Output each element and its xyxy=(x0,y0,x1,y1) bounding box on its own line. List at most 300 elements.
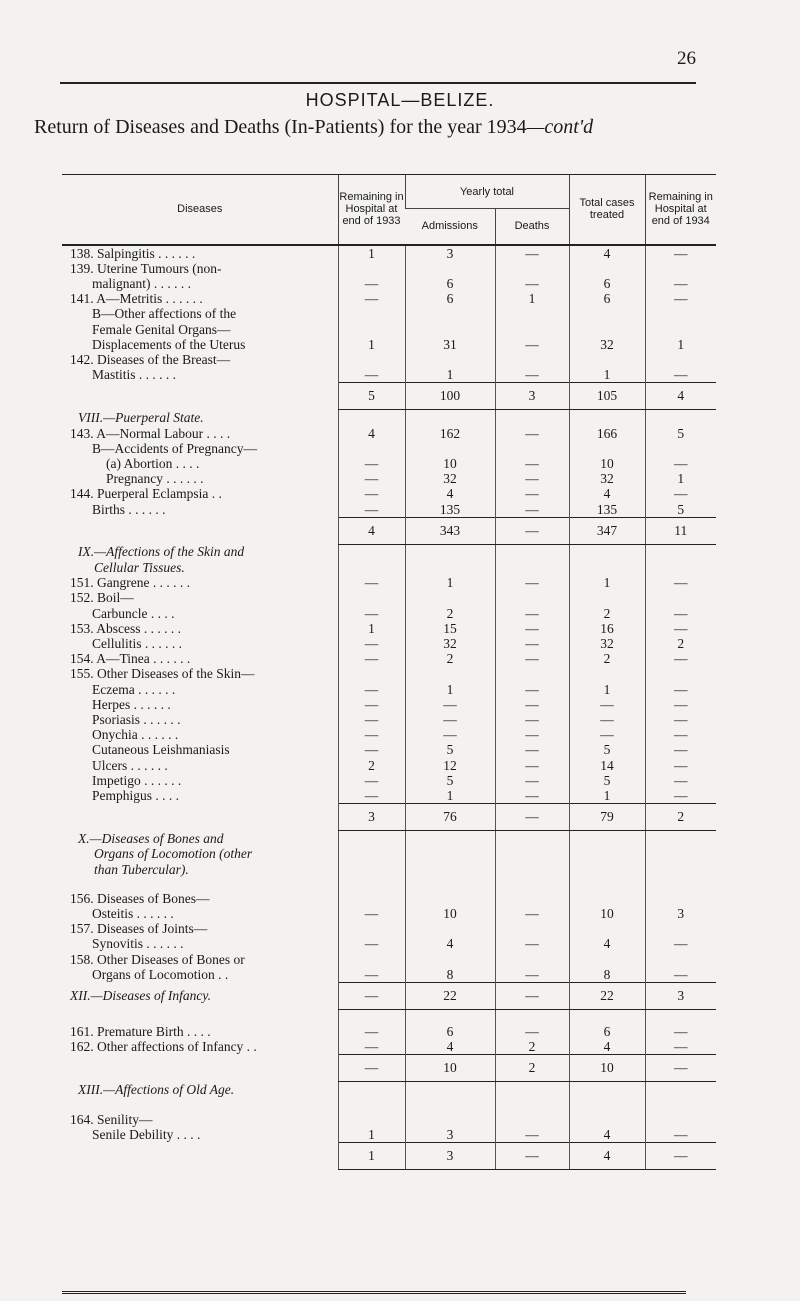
remaining-1933-cell: — xyxy=(338,1039,405,1055)
disease-label xyxy=(62,1055,338,1082)
admissions-cell xyxy=(405,666,495,681)
remaining-1934-cell xyxy=(645,1082,716,1098)
table-row xyxy=(62,502,716,518)
disease-label xyxy=(62,560,338,575)
remaining-1933-cell: — xyxy=(338,291,405,306)
disease-label: Onychia . . . . . . xyxy=(92,727,179,743)
spacer-cell xyxy=(405,877,495,891)
admissions-cell: 2 xyxy=(405,606,495,621)
remaining-1934-cell: 4 xyxy=(645,383,716,410)
table-row xyxy=(62,276,716,291)
remaining-1934-cell: 1 xyxy=(645,337,716,352)
col-deaths: Deaths xyxy=(495,209,569,245)
total-treated-cell xyxy=(569,560,645,575)
remaining-1933-cell: — xyxy=(338,697,405,712)
spacer-cell xyxy=(495,1009,569,1024)
admissions-cell: 4 xyxy=(405,486,495,501)
deaths-cell: — xyxy=(495,758,569,773)
remaining-1934-cell: 3 xyxy=(645,906,716,921)
table-row xyxy=(62,322,716,337)
remaining-1934-cell: 2 xyxy=(645,636,716,651)
disease-label: malignant) . . . . . . xyxy=(92,275,191,291)
admissions-cell: 100 xyxy=(405,383,495,410)
spacer-row xyxy=(62,1009,716,1024)
table-row xyxy=(62,441,716,456)
total-treated-cell: 4 xyxy=(569,936,645,951)
admissions-cell: 5 xyxy=(405,742,495,757)
deaths-cell xyxy=(495,1112,569,1127)
deaths-cell: — xyxy=(495,606,569,621)
remaining-1934-cell: 5 xyxy=(645,502,716,518)
remaining-1933-cell: — xyxy=(338,575,405,590)
spacer-cell xyxy=(62,1009,338,1024)
remaining-1934-cell xyxy=(645,891,716,906)
section-heading: XIII.—Affections of Old Age. xyxy=(78,1081,235,1097)
table-row xyxy=(62,921,716,936)
total-treated-cell xyxy=(569,544,645,560)
remaining-1934-cell: — xyxy=(645,967,716,983)
deaths-cell xyxy=(495,891,569,906)
bottom-rule xyxy=(62,1291,686,1298)
remaining-1933-cell: — xyxy=(338,788,405,804)
disease-label: B—Other affections of the xyxy=(92,306,237,322)
remaining-1934-cell: — xyxy=(645,1024,716,1039)
total-treated-cell: 6 xyxy=(569,291,645,306)
remaining-1934-cell xyxy=(645,560,716,575)
remaining-1934-cell xyxy=(645,666,716,681)
deaths-cell xyxy=(495,261,569,276)
admissions-cell xyxy=(405,891,495,906)
col-yearly-total: Yearly total xyxy=(405,175,569,209)
admissions-cell: 1 xyxy=(405,575,495,590)
spacer-cell xyxy=(645,1098,716,1112)
remaining-1933-cell: — xyxy=(338,471,405,486)
table-row xyxy=(62,862,716,877)
spacer-cell xyxy=(645,1009,716,1024)
admissions-cell: 6 xyxy=(405,1024,495,1039)
remaining-1933-cell xyxy=(338,1112,405,1127)
subtotal-row xyxy=(62,383,716,410)
deaths-cell: — xyxy=(495,337,569,352)
total-treated-cell: 79 xyxy=(569,804,645,831)
table-row xyxy=(62,410,716,426)
deaths-cell: — xyxy=(495,502,569,518)
total-treated-cell: 4 xyxy=(569,486,645,501)
spacer-cell xyxy=(338,877,405,891)
total-treated-cell: 32 xyxy=(569,471,645,486)
remaining-1934-cell: — xyxy=(645,245,716,261)
remaining-1934-cell: — xyxy=(645,682,716,697)
admissions-cell xyxy=(405,590,495,605)
deaths-cell: — xyxy=(495,982,569,1009)
page-number: 26 xyxy=(677,48,696,69)
spacer-cell xyxy=(62,1098,338,1112)
admissions-cell xyxy=(405,560,495,575)
remaining-1934-cell: — xyxy=(645,936,716,951)
disease-label: Births . . . . . . xyxy=(92,501,166,517)
total-treated-cell xyxy=(569,322,645,337)
table-row xyxy=(62,788,716,804)
deaths-cell: — xyxy=(495,426,569,441)
remaining-1934-cell: 3 xyxy=(645,982,716,1009)
disease-label: Impetigo . . . . . . xyxy=(92,772,182,788)
admissions-cell: 1 xyxy=(405,788,495,804)
table-row xyxy=(62,666,716,681)
remaining-1934-cell xyxy=(645,921,716,936)
table-row xyxy=(62,682,716,697)
table-row xyxy=(62,636,716,651)
remaining-1933-cell xyxy=(338,352,405,367)
col-remaining-1934: Remaining in Hospital at end of 1934 xyxy=(645,175,716,245)
deaths-cell: — xyxy=(495,636,569,651)
total-treated-cell xyxy=(569,410,645,426)
remaining-1934-cell xyxy=(645,441,716,456)
total-treated-cell: 135 xyxy=(569,502,645,518)
table-row xyxy=(62,1024,716,1039)
deaths-cell xyxy=(495,410,569,426)
total-treated-cell: — xyxy=(569,727,645,742)
remaining-1934-cell: — xyxy=(645,651,716,666)
disease-label xyxy=(62,804,338,831)
disease-label: Pregnancy . . . . . . xyxy=(106,471,204,487)
deaths-cell: — xyxy=(495,486,569,501)
admissions-cell: 3 xyxy=(405,1127,495,1143)
deaths-cell: — xyxy=(495,245,569,261)
remaining-1933-cell xyxy=(338,306,405,321)
admissions-cell xyxy=(405,306,495,321)
admissions-cell xyxy=(405,1112,495,1127)
remaining-1934-cell: — xyxy=(645,758,716,773)
table-row xyxy=(62,1039,716,1055)
remaining-1933-cell xyxy=(338,441,405,456)
admissions-cell xyxy=(405,322,495,337)
table-row xyxy=(62,456,716,471)
total-treated-cell: 14 xyxy=(569,758,645,773)
subtotal-row xyxy=(62,517,716,544)
disease-label: 138. Salpingitis . . . . . . xyxy=(70,245,196,261)
remaining-1934-cell xyxy=(645,410,716,426)
remaining-1934-cell: — xyxy=(645,1142,716,1169)
remaining-1934-cell xyxy=(645,952,716,967)
admissions-cell: 343 xyxy=(405,517,495,544)
table-row xyxy=(62,651,716,666)
col-remaining-1933: Remaining in Hospital at end of 1933 xyxy=(338,175,405,245)
deaths-cell: — xyxy=(495,788,569,804)
deaths-cell xyxy=(495,846,569,861)
table-row xyxy=(62,831,716,847)
remaining-1933-cell: — xyxy=(338,456,405,471)
deaths-cell xyxy=(495,952,569,967)
disease-label: Cutaneous Leishmaniasis xyxy=(92,742,230,758)
admissions-cell: 6 xyxy=(405,291,495,306)
deaths-cell xyxy=(495,560,569,575)
disease-label: 151. Gangrene . . . . . . xyxy=(70,575,190,591)
total-treated-cell: 10 xyxy=(569,1055,645,1082)
admissions-cell: 12 xyxy=(405,758,495,773)
total-treated-cell: 32 xyxy=(569,337,645,352)
admissions-cell xyxy=(405,1082,495,1098)
admissions-cell xyxy=(405,831,495,847)
remaining-1933-cell: — xyxy=(338,1055,405,1082)
remaining-1933-cell xyxy=(338,590,405,605)
remaining-1934-cell: 11 xyxy=(645,517,716,544)
remaining-1933-cell: — xyxy=(338,502,405,518)
total-treated-cell: 5 xyxy=(569,773,645,788)
spacer-cell xyxy=(62,877,338,891)
total-treated-cell: 166 xyxy=(569,426,645,441)
spacer-row xyxy=(62,877,716,891)
remaining-1934-cell xyxy=(645,1112,716,1127)
admissions-cell xyxy=(405,846,495,861)
remaining-1933-cell: — xyxy=(338,906,405,921)
deaths-cell: — xyxy=(495,517,569,544)
total-treated-cell: 2 xyxy=(569,651,645,666)
spacer-cell xyxy=(569,1098,645,1112)
remaining-1934-cell: — xyxy=(645,1039,716,1055)
disease-label: 156. Diseases of Bones— xyxy=(70,890,210,906)
deaths-cell: — xyxy=(495,1127,569,1143)
remaining-1933-cell xyxy=(338,261,405,276)
disease-label: Cellulitis . . . . . . xyxy=(92,635,183,651)
total-treated-cell: 347 xyxy=(569,517,645,544)
spacer-cell xyxy=(405,1009,495,1024)
remaining-1933-cell: — xyxy=(338,276,405,291)
remaining-1934-cell: — xyxy=(645,486,716,501)
deaths-cell xyxy=(495,352,569,367)
disease-label: 157. Diseases of Joints— xyxy=(70,921,208,937)
deaths-cell xyxy=(495,322,569,337)
admissions-cell: 3 xyxy=(405,1142,495,1169)
admissions-cell xyxy=(405,921,495,936)
remaining-1933-cell xyxy=(338,846,405,861)
remaining-1933-cell: 1 xyxy=(338,1127,405,1143)
table-row xyxy=(62,891,716,906)
admissions-cell: 2 xyxy=(405,651,495,666)
disease-label xyxy=(62,517,338,544)
deaths-cell: — xyxy=(495,1024,569,1039)
total-treated-cell xyxy=(569,1112,645,1127)
admissions-cell: 3 xyxy=(405,245,495,261)
table-row xyxy=(62,337,716,352)
remaining-1934-cell: — xyxy=(645,606,716,621)
table-row xyxy=(62,306,716,321)
section-heading: Organs of Locomotion (other xyxy=(94,846,253,862)
deaths-cell: — xyxy=(495,651,569,666)
table-row xyxy=(62,575,716,590)
admissions-cell: 76 xyxy=(405,804,495,831)
admissions-cell: — xyxy=(405,697,495,712)
disease-label xyxy=(62,1142,338,1169)
disease-label xyxy=(62,831,338,847)
table-row xyxy=(62,727,716,742)
disease-label: 139. Uterine Tumours (non- xyxy=(70,260,222,276)
hospital-title: HOSPITAL—BELIZE. xyxy=(305,90,495,110)
remaining-1933-cell: — xyxy=(338,606,405,621)
remaining-1934-cell: — xyxy=(645,1055,716,1082)
disease-label: Senile Debility . . . . xyxy=(92,1126,201,1142)
remaining-1934-cell xyxy=(645,322,716,337)
table-body xyxy=(62,245,716,1170)
disease-label: 162. Other affections of Infancy . . xyxy=(70,1039,257,1055)
admissions-cell: 31 xyxy=(405,337,495,352)
total-treated-cell xyxy=(569,952,645,967)
disease-label xyxy=(62,410,338,426)
remaining-1933-cell: — xyxy=(338,742,405,757)
deaths-cell xyxy=(495,306,569,321)
spacer-cell xyxy=(338,1098,405,1112)
spacer-row xyxy=(62,1098,716,1112)
total-treated-cell: 4 xyxy=(569,1127,645,1143)
deaths-cell xyxy=(495,1082,569,1098)
total-treated-cell: 10 xyxy=(569,906,645,921)
disease-label xyxy=(62,544,338,560)
disease-label: 152. Boil— xyxy=(70,590,134,606)
table-row xyxy=(62,773,716,788)
table-row xyxy=(62,846,716,861)
deaths-cell xyxy=(495,590,569,605)
diseases-table xyxy=(62,174,716,1170)
admissions-cell: 22 xyxy=(405,982,495,1009)
section-heading: than Tubercular). xyxy=(94,861,189,877)
deaths-cell xyxy=(495,921,569,936)
remaining-1934-cell: — xyxy=(645,621,716,636)
remaining-1934-cell xyxy=(645,306,716,321)
deaths-cell xyxy=(495,831,569,847)
spacer-cell xyxy=(338,1009,405,1024)
disease-label: 158. Other Diseases of Bones or xyxy=(70,951,245,967)
disease-label xyxy=(62,383,338,410)
deaths-cell: 3 xyxy=(495,383,569,410)
col-diseases: Diseases xyxy=(62,175,338,245)
total-treated-cell: 1 xyxy=(569,788,645,804)
admissions-cell: 4 xyxy=(405,936,495,951)
admissions-cell xyxy=(405,544,495,560)
total-treated-cell xyxy=(569,590,645,605)
total-treated-cell: 22 xyxy=(569,982,645,1009)
deaths-cell: — xyxy=(495,712,569,727)
total-treated-cell xyxy=(569,921,645,936)
deaths-cell: — xyxy=(495,967,569,983)
remaining-1934-cell xyxy=(645,590,716,605)
total-treated-cell xyxy=(569,891,645,906)
remaining-1934-cell xyxy=(645,831,716,847)
admissions-cell: 8 xyxy=(405,967,495,983)
disease-label: 142. Diseases of the Breast— xyxy=(70,351,231,367)
total-treated-cell xyxy=(569,666,645,681)
remaining-1934-cell: — xyxy=(645,742,716,757)
disease-label: Mastitis . . . . . . xyxy=(92,367,177,383)
remaining-1934-cell: — xyxy=(645,575,716,590)
total-treated-cell: 2 xyxy=(569,606,645,621)
table-row xyxy=(62,245,716,261)
spacer-cell xyxy=(405,1098,495,1112)
disease-label xyxy=(62,862,338,877)
remaining-1933-cell: — xyxy=(338,1024,405,1039)
remaining-1933-cell: — xyxy=(338,936,405,951)
disease-label: Pemphigus . . . . xyxy=(92,787,180,803)
admissions-cell xyxy=(405,952,495,967)
total-treated-cell: 4 xyxy=(569,245,645,261)
total-treated-cell: 5 xyxy=(569,742,645,757)
disease-label: Osteitis . . . . . . xyxy=(92,905,174,921)
remaining-1934-cell xyxy=(645,846,716,861)
remaining-1933-cell: — xyxy=(338,682,405,697)
remaining-1933-cell: 4 xyxy=(338,517,405,544)
total-treated-cell: 32 xyxy=(569,636,645,651)
remaining-1933-cell: — xyxy=(338,712,405,727)
table-row xyxy=(62,544,716,560)
admissions-cell xyxy=(405,441,495,456)
total-treated-cell xyxy=(569,441,645,456)
admissions-cell: 32 xyxy=(405,471,495,486)
remaining-1934-cell xyxy=(645,862,716,877)
disease-label: 143. A—Normal Labour . . . . xyxy=(70,425,231,441)
remaining-1934-cell: — xyxy=(645,697,716,712)
admissions-cell: 162 xyxy=(405,426,495,441)
remaining-1933-cell: 1 xyxy=(338,337,405,352)
total-treated-cell: — xyxy=(569,712,645,727)
remaining-1933-cell xyxy=(338,921,405,936)
disease-label: Herpes . . . . . . xyxy=(92,696,171,712)
deaths-cell: — xyxy=(495,1142,569,1169)
table-row xyxy=(62,936,716,951)
disease-label: 141. A—Metritis . . . . . . xyxy=(70,291,203,307)
disease-label: Female Genital Organs— xyxy=(92,321,231,337)
total-treated-cell: 1 xyxy=(569,575,645,590)
admissions-cell xyxy=(405,261,495,276)
admissions-cell: 5 xyxy=(405,773,495,788)
table-row xyxy=(62,352,716,367)
table-row xyxy=(62,261,716,276)
deaths-cell: — xyxy=(495,773,569,788)
section-heading: IX.—Affections of the Skin and xyxy=(78,544,245,560)
spacer-cell xyxy=(569,877,645,891)
remaining-1933-cell xyxy=(338,544,405,560)
remaining-1933-cell: 1 xyxy=(338,621,405,636)
remaining-1933-cell: — xyxy=(338,486,405,501)
remaining-1933-cell xyxy=(338,952,405,967)
admissions-cell: — xyxy=(405,727,495,742)
remaining-1933-cell xyxy=(338,862,405,877)
remaining-1934-cell: — xyxy=(645,367,716,383)
remaining-1933-cell: 1 xyxy=(338,1142,405,1169)
admissions-cell: 10 xyxy=(405,456,495,471)
remaining-1933-cell: — xyxy=(338,636,405,651)
remaining-1933-cell: 4 xyxy=(338,426,405,441)
admissions-cell xyxy=(405,352,495,367)
remaining-1933-cell: — xyxy=(338,967,405,983)
spacer-cell xyxy=(569,1009,645,1024)
remaining-1933-cell xyxy=(338,891,405,906)
remaining-1934-cell: 1 xyxy=(645,471,716,486)
admissions-cell: 1 xyxy=(405,367,495,383)
table-row xyxy=(62,291,716,306)
subtotal-row xyxy=(62,982,716,1009)
deaths-cell: — xyxy=(495,727,569,742)
table-row xyxy=(62,426,716,441)
disease-label: (a) Abortion . . . . xyxy=(106,455,200,471)
table-row xyxy=(62,697,716,712)
remaining-1934-cell xyxy=(645,352,716,367)
remaining-1934-cell: — xyxy=(645,291,716,306)
remaining-1934-cell: 2 xyxy=(645,804,716,831)
remaining-1934-cell: — xyxy=(645,727,716,742)
subtitle-main: Return of Diseases and Deaths (In-Patients) for the year 1934 xyxy=(34,116,527,138)
deaths-cell: 2 xyxy=(495,1039,569,1055)
deaths-cell xyxy=(495,441,569,456)
disease-label: 155. Other Diseases of the Skin— xyxy=(70,666,255,682)
admissions-cell: 10 xyxy=(405,1055,495,1082)
